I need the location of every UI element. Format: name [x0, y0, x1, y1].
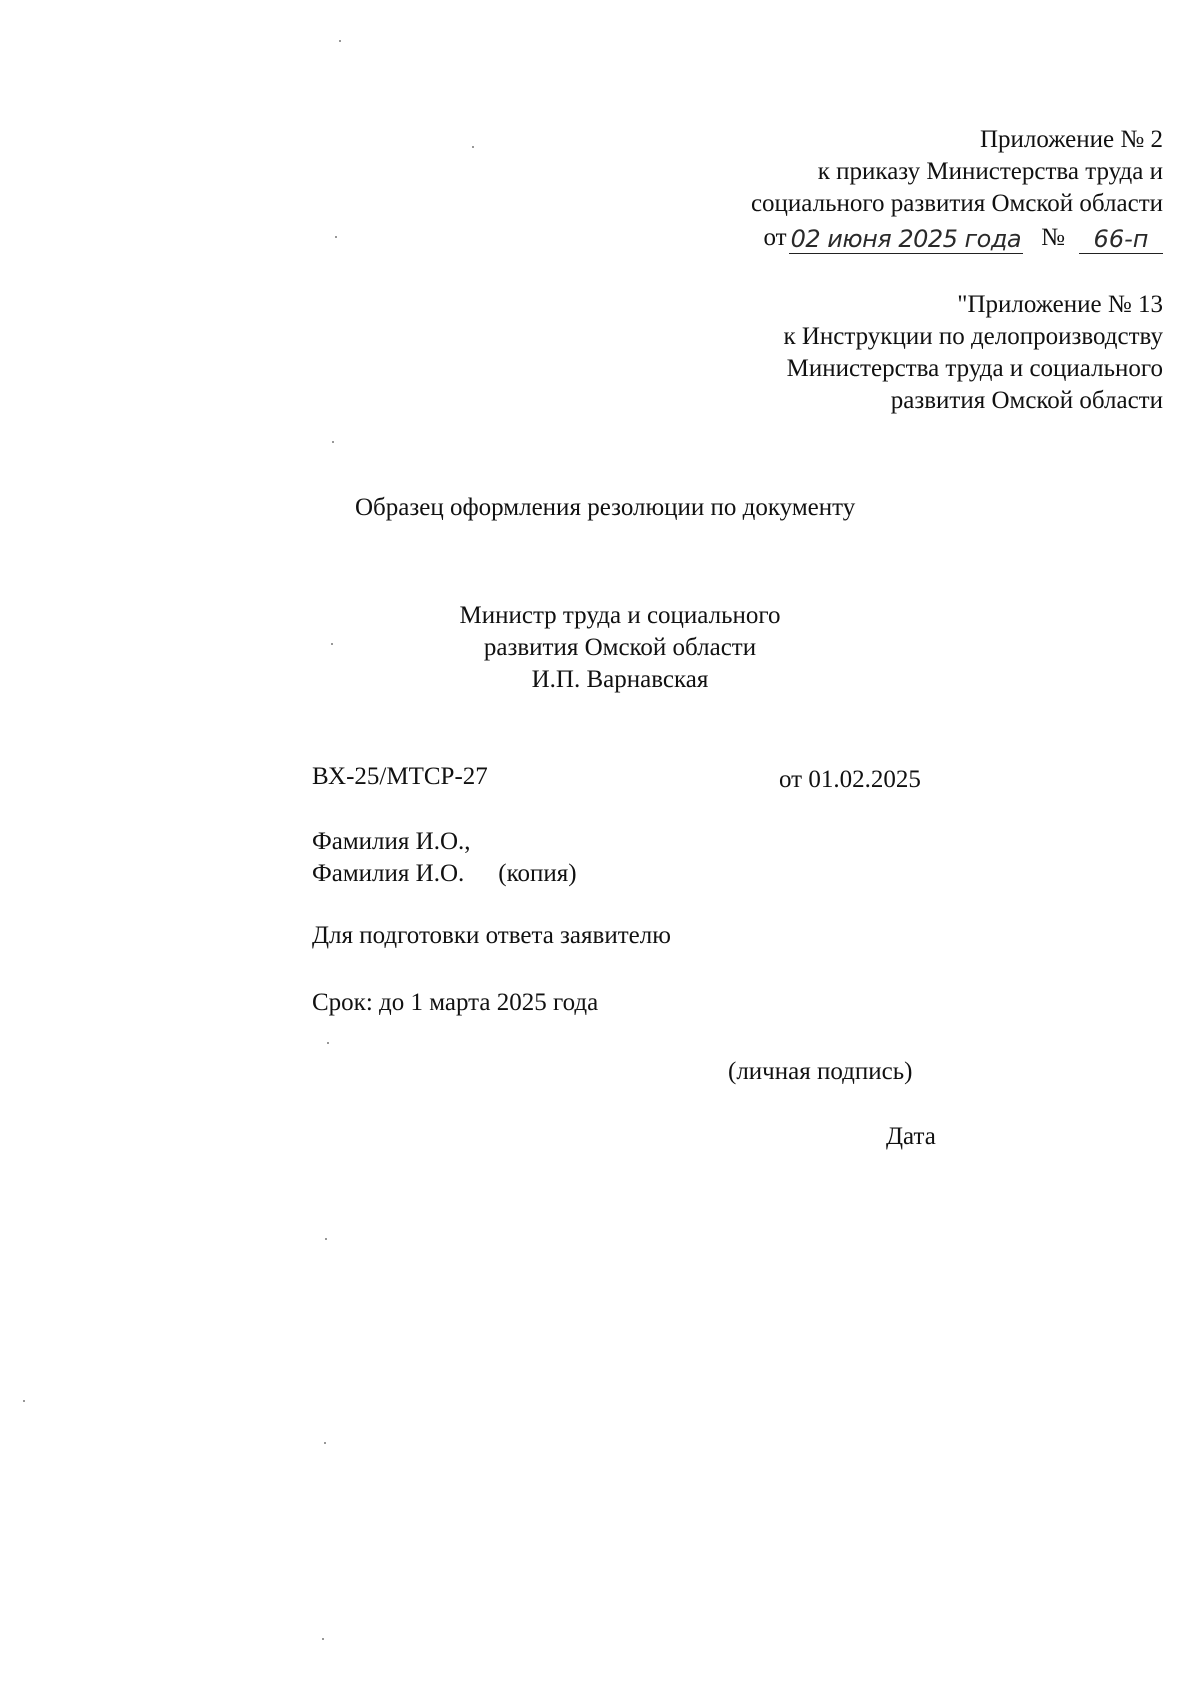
scan-speck — [339, 40, 341, 42]
order-number-handwritten: 66-п — [1079, 225, 1163, 254]
instruction-line-3: Министерства труда и социального — [786, 355, 1163, 382]
registration-number: ВХ-25/МТСР-27 — [312, 763, 488, 790]
instruction-title: "Приложение № 13 — [957, 291, 1163, 318]
assignee-1: Фамилия И.О., — [312, 828, 471, 855]
signature-label: (личная подпись) — [728, 1058, 913, 1085]
scan-speck — [472, 146, 474, 148]
scan-speck — [335, 236, 337, 238]
assignee-2 — [312, 858, 577, 890]
copy-mark: (копия) — [498, 860, 577, 887]
scan-speck — [23, 1400, 25, 1402]
scan-speck — [332, 441, 334, 443]
minister-position-line-1: Министр труда и социального — [459, 602, 781, 629]
scan-speck — [327, 1042, 329, 1044]
order-date-number-line — [751, 220, 1163, 254]
scan-speck — [322, 1638, 324, 1640]
minister-position-line-2: развития Омской области — [483, 634, 757, 661]
minister-name: И.П. Варнавская — [531, 666, 709, 693]
scan-speck — [324, 1442, 326, 1444]
document-title: Образец оформления резолюции по документу — [355, 494, 856, 521]
registration-date: от 01.02.2025 — [779, 766, 921, 793]
order-date-prefix: от — [763, 224, 787, 251]
resolution-purpose: Для подготовки ответа заявителю — [312, 922, 671, 949]
minister-block — [420, 600, 820, 696]
appendix-line-2: к приказу Министерства труда и — [817, 158, 1163, 185]
appendix-line-3: социального развития Омской области — [750, 190, 1163, 217]
scan-speck — [325, 1238, 327, 1240]
appendix-header — [751, 124, 1163, 254]
assignees-block — [312, 826, 577, 890]
assignee-2-name: Фамилия И.О. — [312, 860, 465, 887]
date-label: Дата — [886, 1123, 936, 1150]
order-date-handwritten: 02 июня 2025 года — [790, 225, 1022, 253]
order-number-sign: № — [1041, 224, 1065, 251]
resolution-deadline: Срок: до 1 марта 2025 года — [312, 989, 599, 1016]
instruction-header — [783, 289, 1163, 417]
instruction-line-4: развития Омской области — [890, 387, 1163, 414]
instruction-line-2: к Инструкции по делопроизводству — [783, 323, 1163, 350]
scan-speck — [331, 643, 333, 645]
appendix-title: Приложение № 2 — [979, 126, 1163, 153]
